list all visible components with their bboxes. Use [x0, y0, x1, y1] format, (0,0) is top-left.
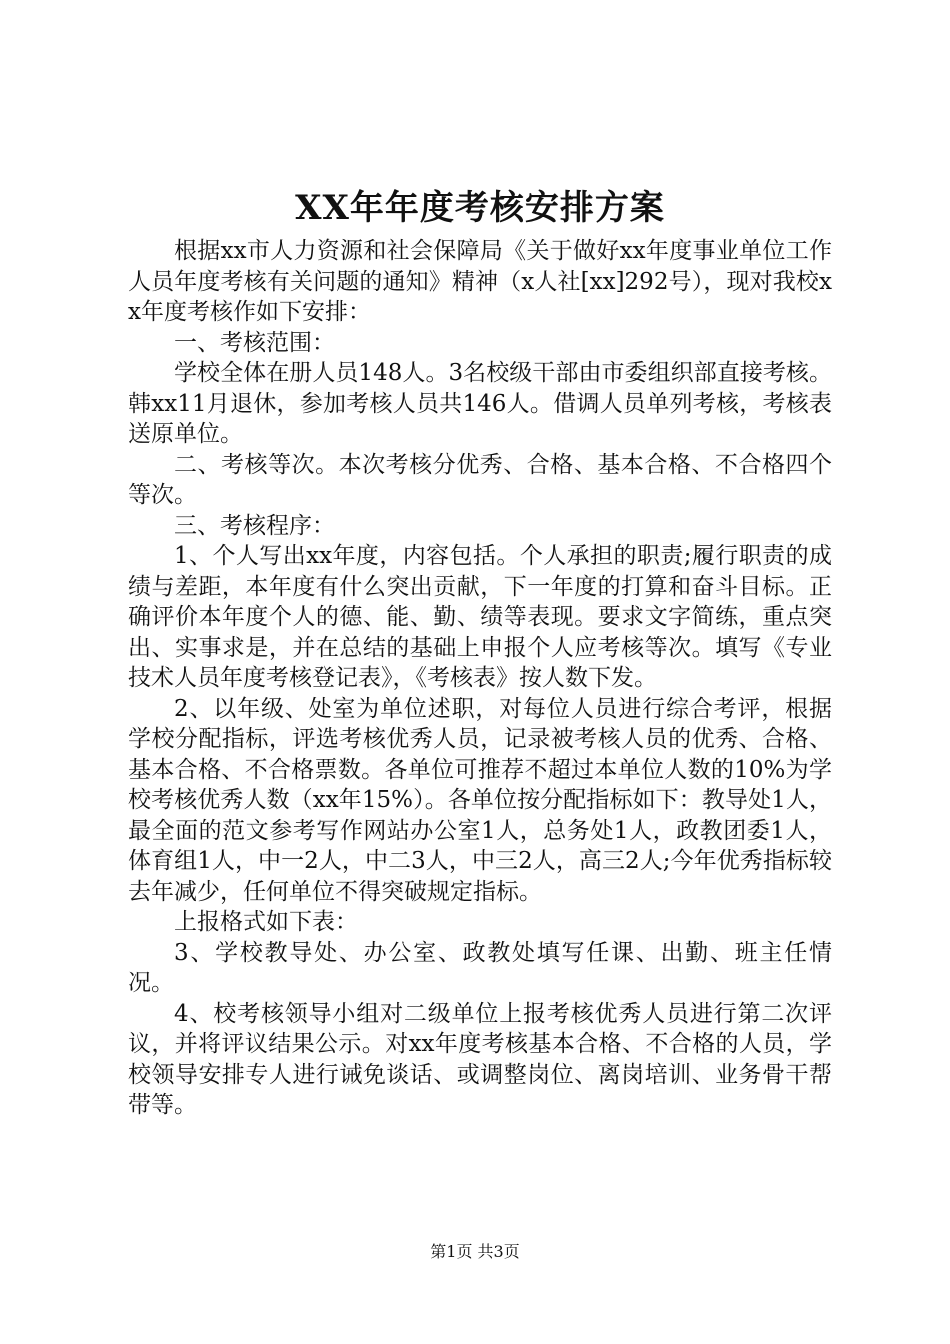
document-page: [128, 184, 832, 1121]
paragraph-step-2: 2、以年级、处室为单位述职，对每位人员进行综合考评，根据学校分配指标，评选考核优秀人员，记录被考核人员的优秀、合格、基本合格、不合格票数。各单位可推荐不超过本单位人数的10%为学校考核优秀人数（xx年15%）。各单位按分配指标如下：教导处1人，最全面的范文参考写作网站办公室1人，总务处1人，政教团委1人，体育组1人，中一2人，中二3人，中三2人，高三2人;今年优秀指标较去年减少，任何单位不得突破规定指标。: [128, 695, 832, 905]
page-footer: [0, 1241, 950, 1263]
paragraph-report-format: 上报格式如下表：: [174, 909, 358, 935]
paragraph-grades: 二、考核等次。本次考核分优秀、合格、基本合格、不合格四个等次。: [128, 451, 832, 508]
paragraph-step-4: 4、校考核领导小组对二级单位上报考核优秀人员进行第二次评议，并将评议结果公示。对xx年度考核基本合格、不合格的人员，学校领导安排专人进行诫免谈话、或调整岗位、离岗培训、业务骨干帮带等。: [128, 1000, 832, 1118]
paragraph-intro: 根据xx市人力资源和社会保障局《关于做好xx年度事业单位工作人员年度考核有关问题的通知》精神（x人社[xx]292号），现对我校xx年度考核作如下安排：: [128, 238, 832, 325]
document-body: [128, 236, 832, 1121]
section-heading-procedure: 三、考核程序：: [174, 512, 335, 539]
document-title: XX年年度考核安排方案: [295, 188, 665, 228]
section-heading-scope: 一、考核范围：: [174, 329, 335, 356]
paragraph-step-3: 3、学校教导处、办公室、政教处填写任课、出勤、班主任情况。: [128, 939, 832, 996]
paragraph-scope: 学校全体在册人员148人。3名校级干部由市委组织部直接考核。韩xx11月退休，参加考核人员共146人。借调人员单列考核，考核表送原单位。: [128, 360, 832, 447]
page-indicator: 第1页 共3页: [430, 1242, 520, 1261]
paragraph-step-1: 1、个人写出xx年度，内容包括。个人承担的职责;履行职责的成绩与差距，本年度有什么突出贡献，下一年度的打算和奋斗目标。正确评价本年度个人的德、能、勤、绩等表现。要求文字简练，重点突出、实事求是，并在总结的基础上申报个人应考核等次。填写《专业技术人员年度考核登记表》，《考核表》按人数下发。: [128, 543, 832, 691]
